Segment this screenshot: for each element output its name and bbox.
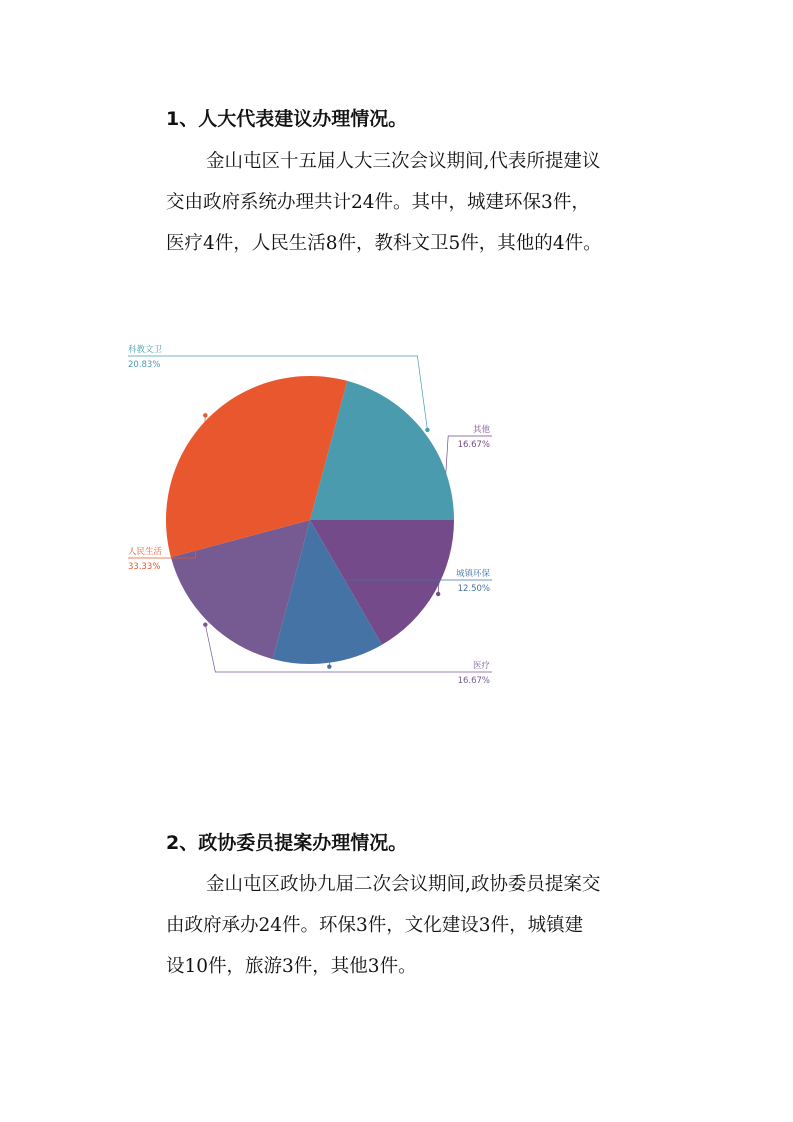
section-1-paragraph xyxy=(166,141,676,264)
slice-label-0: 其他 xyxy=(472,425,490,435)
paragraph-line: 交由政府系统办理共计24件。其中，城建环保3件， xyxy=(166,192,590,213)
paragraph-line: 金山屯区政协九届二次会议期间,政协委员提案交 xyxy=(206,874,601,895)
slice-label-2: 医疗 xyxy=(472,661,490,671)
slice-percent-4: 20.83% xyxy=(128,360,161,370)
slice-label-4: 科教文卫 xyxy=(128,345,163,355)
slice-percent-2: 16.67% xyxy=(457,676,490,686)
slice-label-1: 城镇环保 xyxy=(455,569,490,579)
callout-dot-3 xyxy=(203,413,207,417)
slice-percent-1: 12.50% xyxy=(457,584,490,594)
pie-chart xyxy=(110,330,530,710)
section-2-paragraph xyxy=(166,864,676,987)
paragraph-line: 由政府承办24件。环保3件，文化建设3件，城镇建 xyxy=(166,915,584,936)
paragraph-line: 设10件，旅游3件，其他3件。 xyxy=(166,956,417,977)
callout-dot-4 xyxy=(425,428,429,432)
callout-dot-1 xyxy=(327,665,331,669)
callout-dot-2 xyxy=(203,622,207,626)
slice-percent-3: 33.33% xyxy=(128,562,161,572)
slice-percent-0: 16.67% xyxy=(457,440,490,450)
slice-label-3: 人民生活 xyxy=(128,547,163,557)
paragraph-line: 金山屯区十五届人大三次会议期间,代表所提建议 xyxy=(206,151,601,172)
callout-dot-0 xyxy=(436,592,440,596)
paragraph-line: 医疗4件，人民生活8件，教科文卫5件，其他的4件。 xyxy=(166,233,602,254)
section-2-heading: 2、政协委员提案办理情况。 xyxy=(166,832,408,854)
section-1-heading: 1、人大代表建议办理情况。 xyxy=(166,108,408,130)
